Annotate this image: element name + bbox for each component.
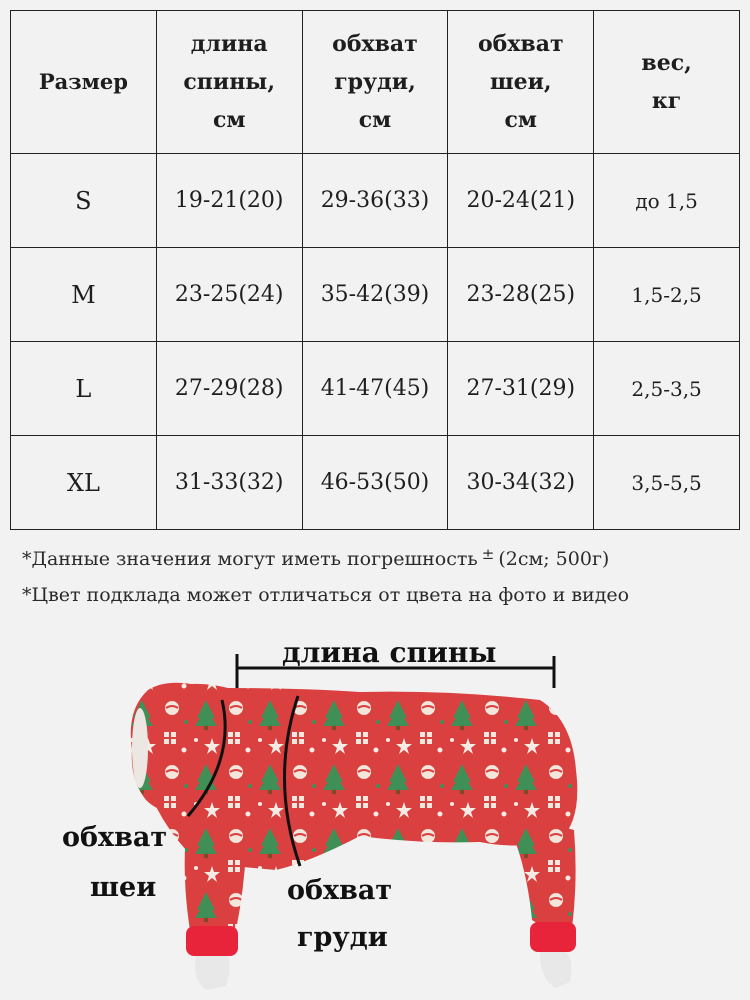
plus-minus-sign: ± — [481, 545, 495, 563]
neck-girth-label: обхват — [62, 822, 168, 853]
cell-back: 31-33(32) — [156, 436, 302, 530]
lining-color-note: *Цвет подклада может отличаться от цвета на фото и видео — [22, 584, 630, 606]
cell-chest: 35-42(39) — [302, 248, 448, 342]
chest-girth-label: обхват — [287, 875, 393, 906]
neck-girth-label-line2: шеи — [90, 872, 157, 903]
header-weight: вес, кг — [594, 11, 740, 154]
cell-weight: 2,5-3,5 — [594, 342, 740, 436]
cell-size: XL — [11, 436, 157, 530]
header-back-length: длина спины, см — [156, 11, 302, 154]
chest-girth-label-line2: груди — [297, 922, 388, 953]
tolerance-note: *Данные значения могут иметь погрешность ± (2см; 500г) — [22, 545, 610, 570]
cell-neck: 27-31(29) — [448, 342, 594, 436]
front-legs — [185, 830, 246, 990]
cell-neck: 30-34(32) — [448, 436, 594, 530]
cell-weight: 1,5-2,5 — [594, 248, 740, 342]
cell-chest: 29-36(33) — [302, 154, 448, 248]
header-chest: обхват груди, см — [302, 11, 448, 154]
table-row — [11, 248, 740, 342]
table-header-row — [11, 11, 740, 154]
front-cuff — [186, 926, 238, 956]
table-row — [11, 436, 740, 530]
table-row — [11, 342, 740, 436]
cell-back: 23-25(24) — [156, 248, 302, 342]
size-chart-table — [10, 10, 740, 530]
cell-chest: 41-47(45) — [302, 342, 448, 436]
hind-cuff — [530, 922, 576, 952]
cell-back: 27-29(28) — [156, 342, 302, 436]
cell-weight: 3,5-5,5 — [594, 436, 740, 530]
cell-weight: до 1,5 — [594, 154, 740, 248]
cell-back: 19-21(20) — [156, 154, 302, 248]
header-neck: обхват шеи, см — [448, 11, 594, 154]
cell-neck: 20-24(21) — [448, 154, 594, 248]
table-row — [11, 154, 740, 248]
header-size: Размер — [11, 11, 157, 154]
cell-size: L — [11, 342, 157, 436]
cell-size: S — [11, 154, 157, 248]
back-length-label: длина спины — [282, 636, 497, 669]
cell-neck: 23-28(25) — [448, 248, 594, 342]
cell-size: M — [11, 248, 157, 342]
cell-chest: 46-53(50) — [302, 436, 448, 530]
